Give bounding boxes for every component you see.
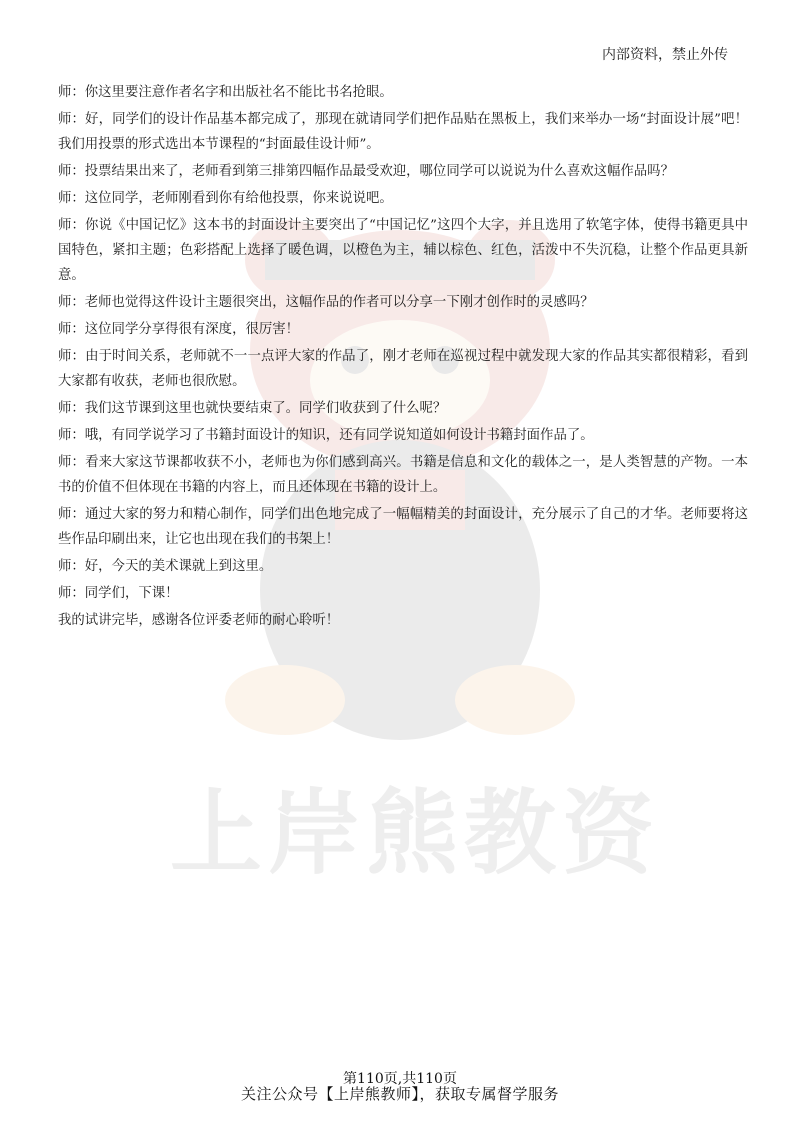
paragraph: 师：好，同学们的设计作品基本都完成了，那现在就请同学们把作品贴在黑板上，我们来举办一场“封面设计展”吧！我们用投票的形式选出本节课程的“封面最佳设计师”。 xyxy=(58,112,748,152)
paragraph: 师：看来大家这节课都收获不小，老师也为你们感到高兴。书籍是信息和文化的载体之一，是人类智慧的产物。一本书的价值不但体现在书籍的内容上，而且还体现在书籍的设计上。 xyxy=(58,455,748,495)
paragraph: 师：投票结果出来了，老师看到第三排第四幅作品最受欢迎，哪位同学可以说说为什么喜欢这幅作品吗？ xyxy=(58,164,674,179)
paragraph: 师：通过大家的努力和精心制作，同学们出色地完成了一幅幅精美的封面设计，充分展示了自己的才华。老师要将这些作品印刷出来，让它也出现在我们的书架上！ xyxy=(58,507,748,547)
transcript-body xyxy=(58,80,748,635)
paragraph: 师：老师也觉得这件设计主题很突出，这幅作品的作者可以分享一下刚才创作时的灵感吗？ xyxy=(58,295,594,310)
paragraph: 师：这位同学，老师刚看到你有给他投票，你来说说吧。 xyxy=(58,191,393,206)
watermark-text: 上岸熊教资 xyxy=(170,780,661,887)
paragraph: 师：你这里要注意作者名字和出版社名不能比书名抢眼。 xyxy=(58,85,393,100)
paragraph: 师：这位同学分享得很有深度，很厉害！ xyxy=(58,322,300,337)
follow-promo: 关注公众号【上岸熊教师】，获取专属督学服务 xyxy=(240,1085,559,1103)
page-number: 第110页,共110页 xyxy=(343,1071,457,1087)
paragraph: 我的试讲完毕，感谢各位评委老师的耐心聆听！ xyxy=(58,613,340,628)
paragraph: 师：我们这节课到这里也就快要结束了。同学们收获到了什么呢？ xyxy=(58,401,447,416)
paragraph: 师：同学们，下课！ xyxy=(58,586,179,601)
paragraph: 师：你说《中国记忆》这本书的封面设计主要突出了“中国记忆”这四个大字，并且选用了软笔字体，使得书籍更具中国特色，紧扣主题；色彩搭配上选择了暖色调，以橙色为主，辅以棕色、红色，活泼中不失沉稳，让整个作品更具新意。 xyxy=(58,218,748,283)
paragraph: 师：好，今天的美术课就上到这里。 xyxy=(58,559,273,574)
paragraph: 师：由于时间关系，老师就不一一点评大家的作品了，刚才老师在巡视过程中就发现大家的作品其实都很精彩，看到大家都有收获，老师也很欣慰。 xyxy=(58,349,748,389)
paragraph: 师：哦，有同学说学习了书籍封面设计的知识，还有同学说知道如何设计书籍封面作品了。 xyxy=(58,428,594,443)
confidential-note: 内部资料，禁止外传 xyxy=(602,47,728,63)
